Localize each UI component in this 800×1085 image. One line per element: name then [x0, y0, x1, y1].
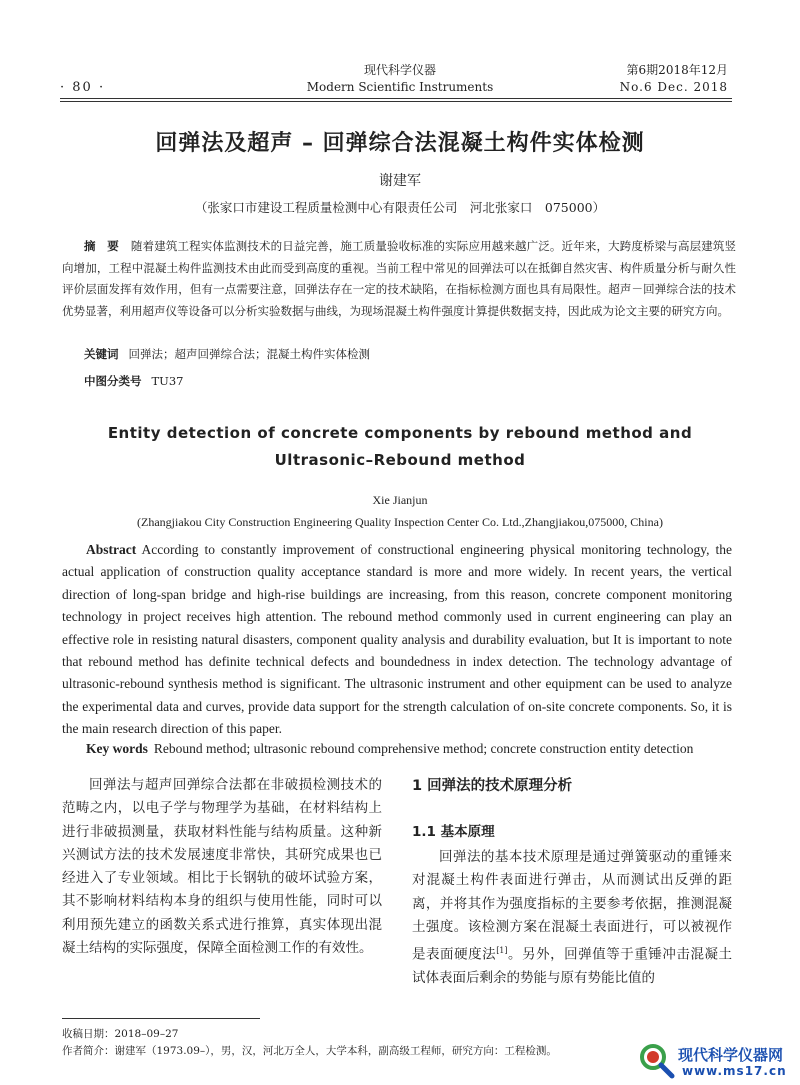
paper-title-en: Entity detection of concrete components by rebound method and Ultrasonic–Rebound method [107, 424, 693, 469]
author-zh: 谢建军 [379, 173, 421, 189]
abstract-en-label: Abstract [86, 542, 137, 557]
paper-title-zh: 回弹法及超声 – 回弹综合法混凝土构件实体检测 [155, 131, 645, 156]
keywords-zh-text: 回弹法；超声回弹综合法；混凝土构件实体检测 [128, 347, 370, 361]
classification-text: TU37 [151, 374, 184, 388]
issue-info [620, 62, 728, 96]
magnifier-logo-icon [636, 1040, 676, 1080]
affiliation-en: (Zhangjiakou City Construction Engineering Quality Inspection Center Co. Ltd.,Zhangjiakou,075000, China) [137, 515, 663, 529]
classification-label: 中图分类号 [84, 374, 142, 388]
keywords-en-label: Key words [86, 741, 148, 756]
page-number: · 80 · [60, 80, 106, 95]
author-en: Xie Jianjun [372, 493, 428, 507]
abstract-zh-label: 摘 要 [84, 239, 119, 253]
footnote-author-bio: 作者简介：谢建军（1973.09–），男，汉，河北万全人，大学本科，副高级工程师，研究方向：工程检测。 [62, 1045, 557, 1057]
footnote-rule [62, 1018, 260, 1019]
body-right-text-b: 。另外，回弹值等于重锤冲击混凝土试体表面后剩余的势能与原有势能比值的 [412, 946, 733, 986]
keywords-zh [84, 346, 370, 362]
keywords-zh-label: 关键词 [84, 347, 119, 361]
keywords-en-text: Rebound method; ultrasonic rebound comprehensive method; concrete construction entity detection [153, 741, 694, 756]
affiliation-zh: （张家口市建设工程质量检测中心有限责任公司 河北张家口 075000） [194, 200, 606, 215]
abstract-en-text: According to constantly improvement of constructional engineering physical monitoring technology, the actual application of construction quality acceptance standard is more and more widely. In recent years, the vertical direction of long-span bridge and high-rise buildings are increasing, from this reason, concrete component monitoring technology in project receives high attention. The rebound method commonly used in current engineering can play an effective role in resisting natural disasters, component quality analysis and durability evaluation, but It is important to note that rebound method has definite technical defects and boundedness in index detection. The technology advantage of ultrasonic-rebound synthesis method is significant. The ultrasonic instrument and other equipment can be used to analyze the experimental data and curves, provide data support for the strength calculation of on-site concrete components. So, it is the main research direction of this paper. [62, 542, 732, 737]
watermark-text: 现代科学仪器网 [678, 1046, 784, 1064]
issue-zh: 第6期2018年12月 [626, 63, 728, 77]
abstract-zh-text: 随着建筑工程实体监测技术的日益完善，施工质量验收标准的实际应用越来越广泛。近年来，大跨度桥梁与高层建筑竖向增加，工程中混凝土构件监测技术由此而受到高度的重视。当前工程中常见的回弹法可以在抵御自然灾害、构件质量分析与耐久性评价层面发挥有效作用，但有一点需要注意，回弹法存在一定的技术缺陷，在指标检测方面也具有局限性。超声－回弹综合法的技术优势显著，利用超声仪等设备可以分析实验数据与曲线，为现场混凝土构件强度计算提供数据支持，因此成为论文主要的研究方向。 [62, 239, 736, 318]
body-left-paragraph: 回弹法与超声回弹综合法都在非破损检测技术的范畴之内，以电子学与物理学为基础，在材料结构上进行非破损测量，获取材料性能与结构质量。这种新兴测试方法的技术发展速度非常快，其研究成果也已经进入了专业领域。相比于长钢轨的破坏试验方案，其不影响材料结构本身的组织与使用性能，同时可以利用预先建立的函数关系式进行推算，真实体现出混凝土结构的实际强度，保障全面检测工作的有效性。 [62, 777, 382, 957]
body-right-paragraph [412, 846, 732, 990]
header-rule-secondary [60, 101, 732, 102]
body-right-text-a: 回弹法的基本技术原理是通过弹簧驱动的重锤来对混凝土构件表面进行弹击，从而测试出反弹的距离，并将其作为强度指标的主要参考依据，推测混凝土强度。该检测方案在混凝土表面进行，可以被视作是表面硬度法 [412, 849, 732, 963]
header-rule [60, 98, 732, 99]
keywords-en [86, 741, 693, 757]
footnote-received: 收稿日期：2018–09–27 [62, 1028, 179, 1040]
section-1-heading: 1 回弹法的技术原理分析 [412, 778, 573, 794]
site-watermark [636, 1040, 786, 1080]
issue-en: No.6 Dec. 2018 [619, 80, 728, 94]
section-1-1-heading: 1.1 基本原理 [412, 824, 495, 840]
journal-name-en: Modern Scientific Instruments [306, 80, 494, 94]
abstract-en [62, 539, 732, 741]
watermark-url[interactable]: www.ms17.cn [682, 1064, 787, 1078]
journal-name-zh: 现代科学仪器 [363, 63, 436, 77]
abstract-zh [62, 236, 736, 322]
classification-number [84, 373, 184, 389]
citation-1[interactable]: [1] [496, 946, 508, 956]
